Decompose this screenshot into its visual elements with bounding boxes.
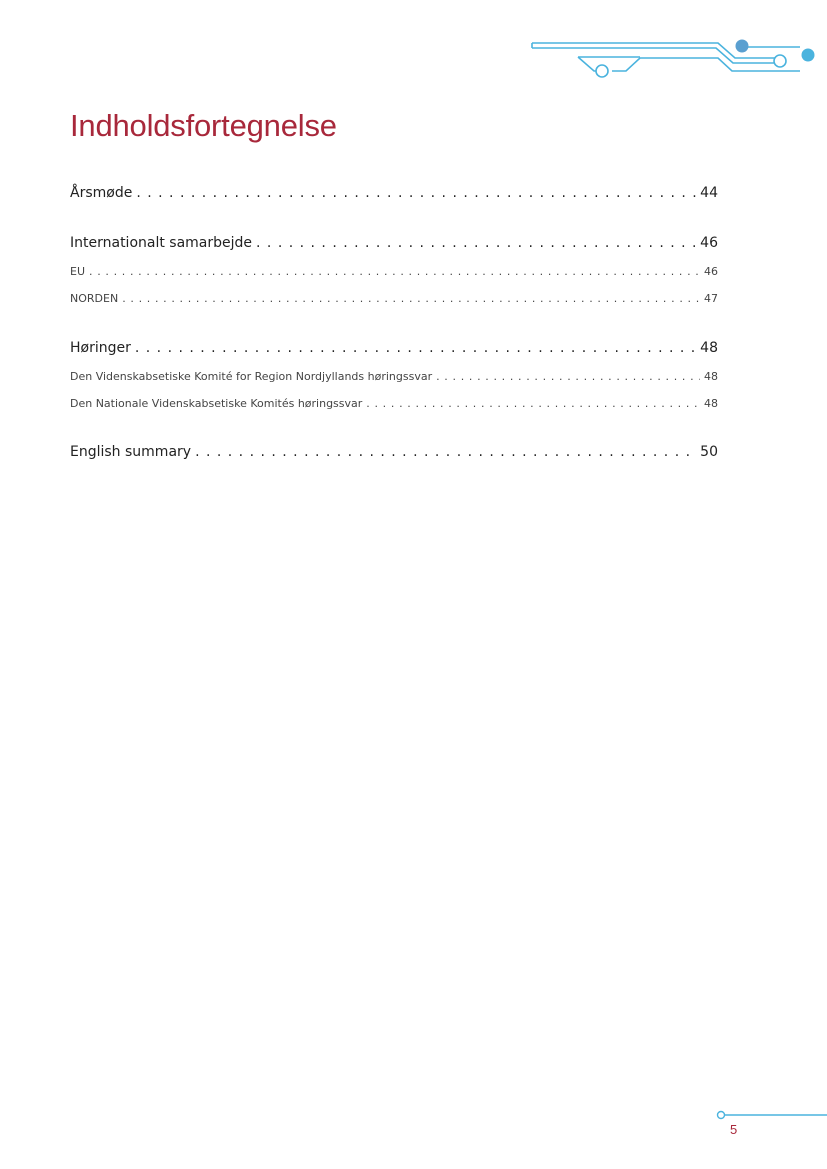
toc-entry-label: EU bbox=[70, 265, 86, 278]
dot-leader bbox=[366, 397, 700, 410]
toc-entry-page: 48 bbox=[704, 397, 718, 410]
toc-entry-page: 46 bbox=[704, 265, 718, 278]
toc-entry-label: Årsmøde bbox=[70, 185, 133, 201]
toc-entry-hoeringer[interactable] bbox=[70, 340, 718, 356]
page-title: Indholdsfortegnelse bbox=[70, 108, 337, 143]
toc-entry-page: 44 bbox=[700, 185, 718, 201]
dot-leader bbox=[135, 340, 696, 356]
toc-entry-summary[interactable] bbox=[70, 444, 718, 460]
dot-leader bbox=[122, 292, 700, 305]
dot-leader bbox=[195, 444, 696, 460]
toc-entry-label: Den Nationale Videnskabsetiske Komités høringssvar bbox=[70, 397, 363, 410]
toc-entry-page: 50 bbox=[700, 444, 718, 460]
toc-entry-label: NORDEN bbox=[70, 292, 119, 305]
dot-leader bbox=[436, 370, 700, 383]
toc-subentry-nationale[interactable] bbox=[70, 397, 718, 410]
page-number: 5 bbox=[730, 1122, 738, 1137]
toc-subentry-nordjylland[interactable] bbox=[70, 370, 718, 383]
toc-entry-label: Den Videnskabsetiske Komité for Region Nordjyllands høringssvar bbox=[70, 370, 433, 383]
toc-entry-aarsmoede[interactable] bbox=[70, 185, 718, 201]
toc-entry-international[interactable] bbox=[70, 235, 718, 251]
toc-entry-label: English summary bbox=[70, 444, 192, 460]
dot-leader bbox=[136, 185, 696, 201]
toc-entry-label: Internationalt samarbejde bbox=[70, 235, 253, 251]
toc-entry-page: 48 bbox=[700, 340, 718, 356]
circuit-decoration bbox=[0, 0, 827, 90]
toc-entry-label: Høringer bbox=[70, 340, 131, 356]
dot-leader bbox=[256, 235, 696, 251]
toc-subentry-norden[interactable] bbox=[70, 292, 718, 305]
toc-entry-page: 47 bbox=[704, 292, 718, 305]
dot-leader bbox=[89, 265, 700, 278]
toc-entry-page: 48 bbox=[704, 370, 718, 383]
toc-subentry-eu[interactable] bbox=[70, 265, 718, 278]
toc-entry-page: 46 bbox=[700, 235, 718, 251]
